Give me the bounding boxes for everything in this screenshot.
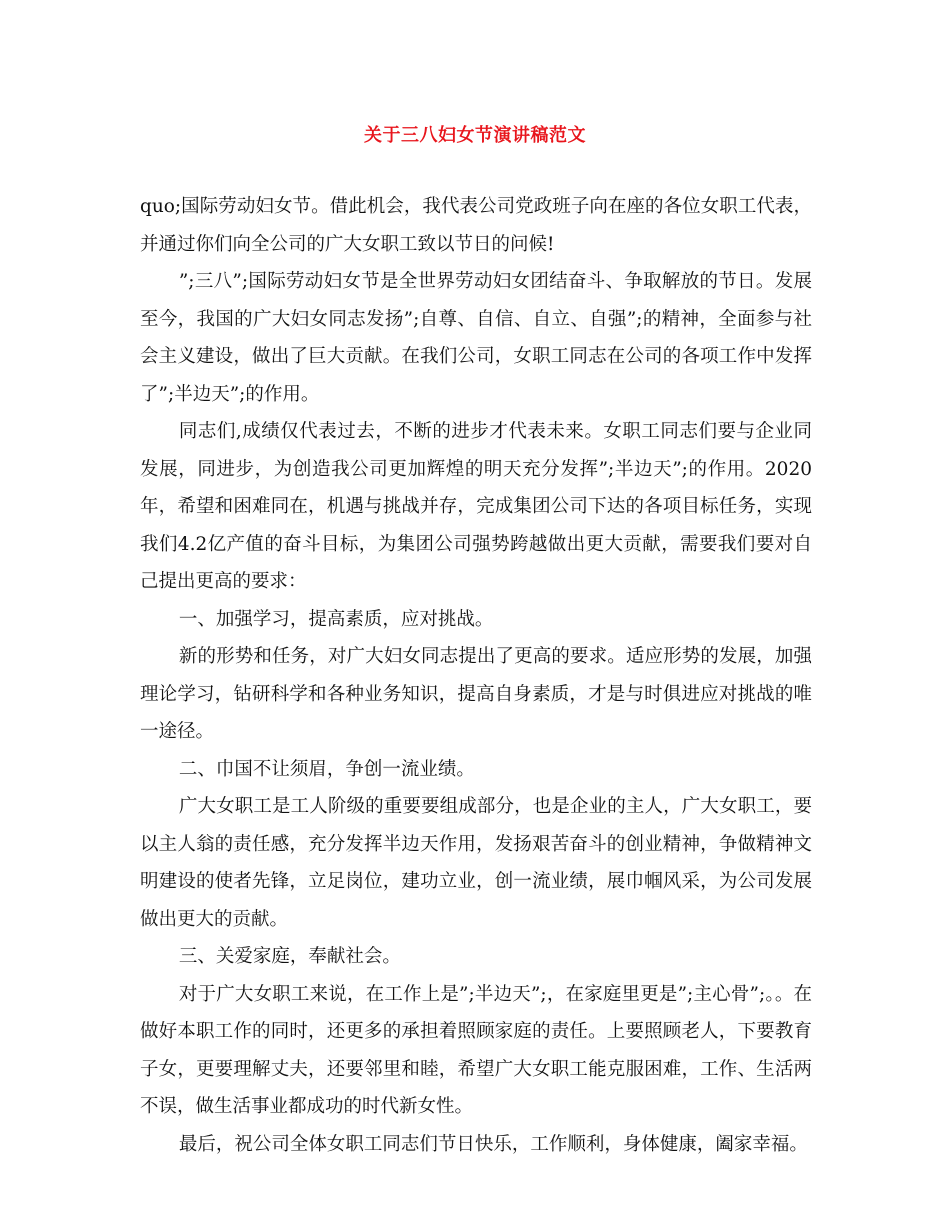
paragraph: 二、巾国不让须眉，争创一流业绩。	[178, 758, 475, 780]
document-body	[140, 188, 812, 1163]
page-title: 关于三八妇女节演讲稿范文	[364, 125, 586, 146]
paragraph: 最后，祝公司全体女职工同志们节日快乐，工作顺利，身体健康，阖家幸福。	[178, 1133, 808, 1155]
paragraph: 广大女职工是工人阶级的重要要组成部分，也是企业的主人，广大女职工，要以主人翁的责任感，充分发挥半边天作用，发扬艰苦奋斗的创业精神，争做精神文明建设的使者先锋，立足岗位，建功立业，创一流业绩，展巾帼风采，为公司发展做出更大的贡献。	[140, 796, 812, 930]
paragraph: ”;三八”;国际劳动妇女节是全世界劳动妇女团结奋斗、争取解放的节日。发展至今，我国的广大妇女同志发扬”;自尊、自信、自立、自强”;的精神，全面参与社会主义建设，做出了巨大贡献。在我们公司，女职工同志在公司的各项工作中发挥了”;半边天”;的作用。	[140, 271, 812, 405]
paragraph: 新的形势和任务，对广大妇女同志提出了更高的要求。适应形势的发展，加强理论学习，钻研科学和各种业务知识，提高自身素质，才是与时俱进应对挑战的唯一途径。	[140, 646, 812, 742]
paragraph: 对于广大女职工来说，在工作上是”;半边天”;，在家庭里更是”;主心骨”;。。在做好本职工作的同时，还更多的承担着照顾家庭的责任。上要照顾老人，下要教育子女，更要理解丈夫，还要邻里和睦，希望广大女职工能克服困难，工作、生活两不误，做生活事业都成功的时代新女性。	[140, 983, 812, 1117]
paragraph: 同志们,成绩仅代表过去，不断的进步才代表未来。女职工同志们要与企业同发展，同进步，为创造我公司更加辉煌的明天充分发挥”;半边天”;的作用。2020年，希望和困难同在，机遇与挑战并存，完成集团公司下达的各项目标任务，实现我们4.2亿产值的奋斗目标，为集团公司强势跨越做出更大贡献，需要我们要对自己提出更高的要求：	[140, 421, 812, 592]
paragraph: 三、关爱家庭，奉献社会。	[178, 946, 401, 967]
paragraph: quo;国际劳动妇女节。借此机会，我代表公司党政班子向在座的各位女职工代表，并通过你们向全公司的广大女职工致以节日的问候!	[140, 196, 812, 255]
paragraph: 一、加强学习，提高素质，应对挑战。	[178, 608, 494, 630]
